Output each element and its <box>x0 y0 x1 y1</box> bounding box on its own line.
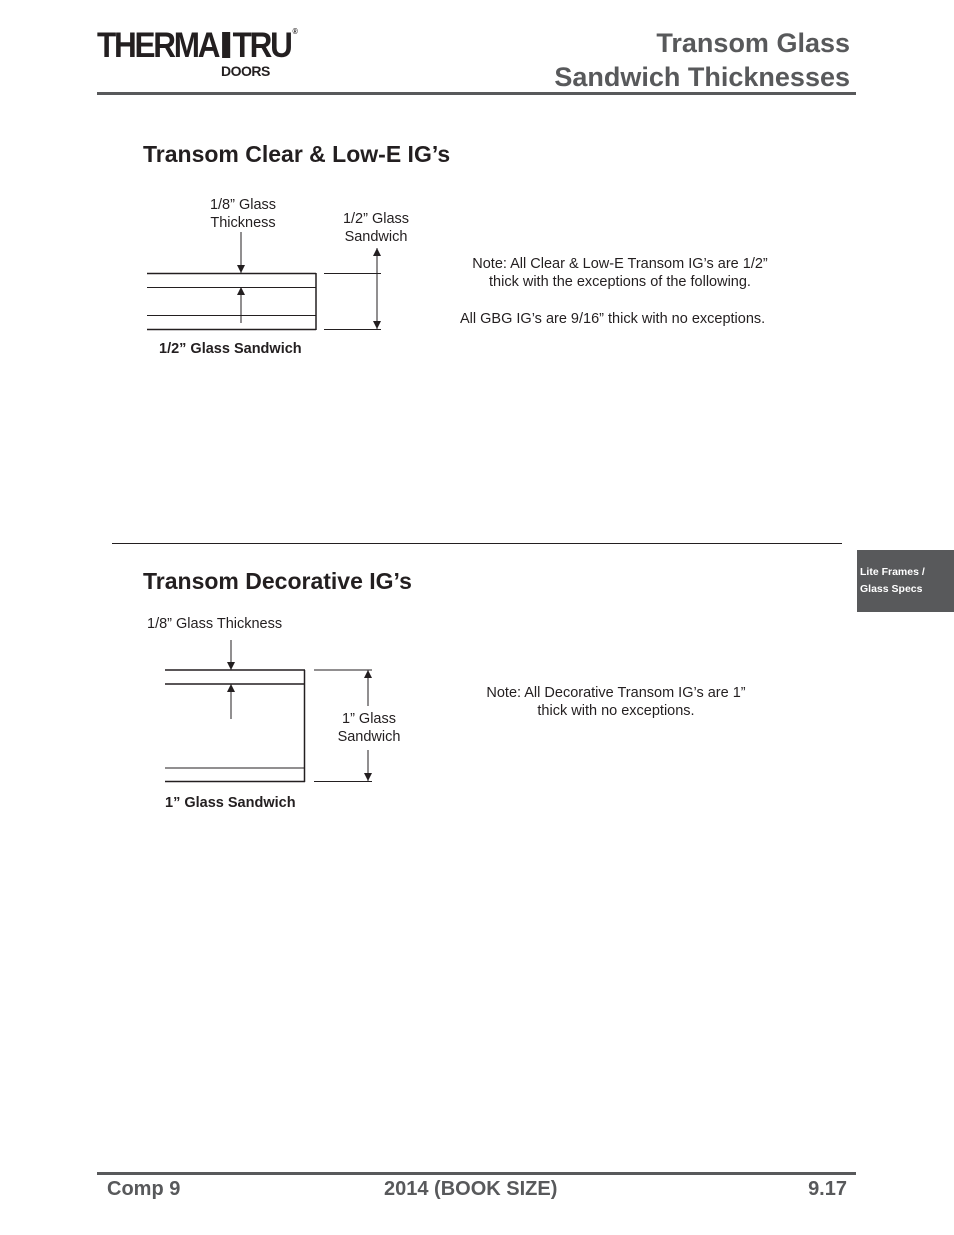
note-line: Note: All Decorative Transom IG’s are 1” <box>486 685 746 701</box>
label-line: Thickness <box>210 215 276 231</box>
note-line: thick with the exceptions of the following. <box>489 274 751 290</box>
section-heading-clear: Transom Clear & Low-E IG’s <box>143 141 451 167</box>
label-line: 1/2” Glass <box>342 211 410 227</box>
label-line: 1/8” Glass <box>209 197 277 213</box>
caption-decorative: 1” Glass Sandwich <box>165 795 296 811</box>
side-tab-lite-frames <box>857 550 954 612</box>
footer-left: Comp 9 <box>107 1178 181 1200</box>
side-tab-line1: Lite Frames / <box>860 566 925 578</box>
registered-mark: ® <box>292 27 298 36</box>
label-line: Sandwich <box>344 229 408 245</box>
label-line: 1” Glass <box>342 711 396 727</box>
footer-page-number: 9.17 <box>808 1178 847 1200</box>
label-glass-thickness-decorative: 1/8” Glass Thickness <box>147 616 283 632</box>
logo-text-right: TRU <box>232 26 291 65</box>
caption-clear: 1/2” Glass Sandwich <box>159 341 302 357</box>
note-line: Note: All Clear & Low-E Transom IG’s are 1/2” <box>472 256 768 272</box>
page-title-line2: Sandwich Thicknesses <box>554 62 850 92</box>
side-tab-line2: Glass Specs <box>860 583 923 595</box>
note-gbg: All GBG IG’s are 9/16” thick with no exceptions. <box>460 311 766 327</box>
footer-rule <box>97 1172 856 1175</box>
diagram-clear <box>147 232 381 330</box>
section-heading-decorative: Transom Decorative IG’s <box>143 568 412 594</box>
diagram-decorative <box>165 640 372 782</box>
note-line: thick with no exceptions. <box>537 703 695 719</box>
label-line: Sandwich <box>337 729 401 745</box>
footer-center: 2014 (BOOK SIZE) <box>384 1178 558 1200</box>
logo-text-left: THERMA <box>97 26 219 65</box>
page-title-line1: Transom Glass <box>656 28 850 58</box>
logo-subtitle: DOORS <box>221 63 270 79</box>
